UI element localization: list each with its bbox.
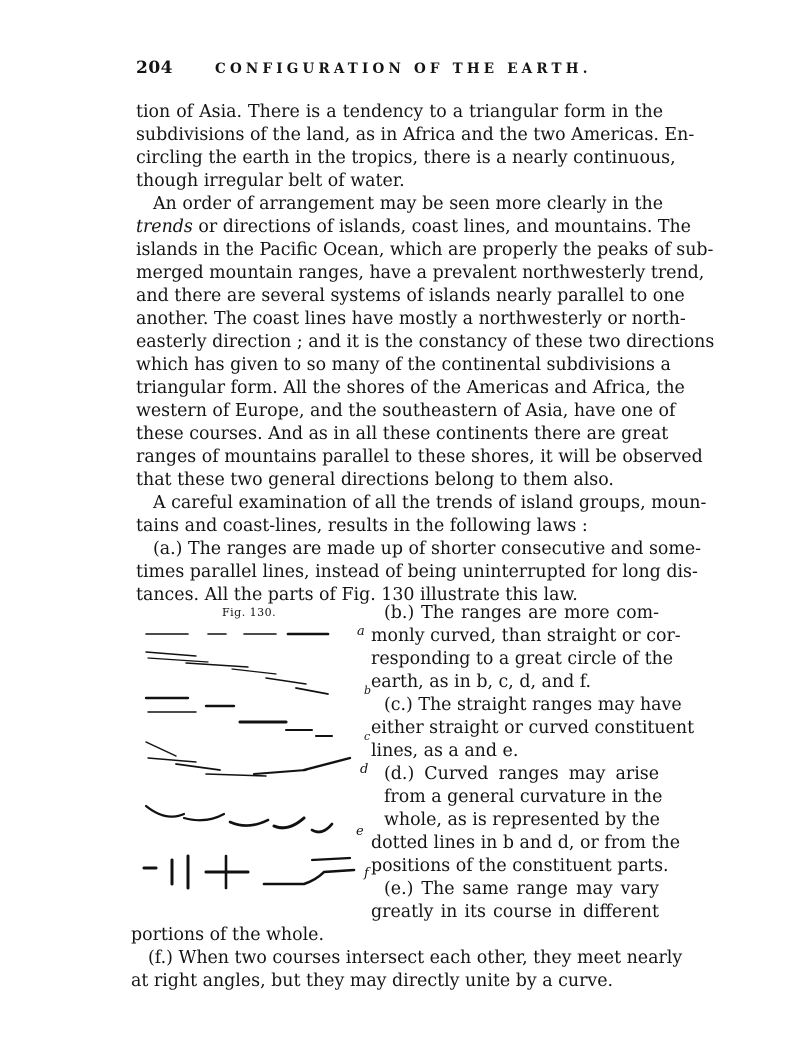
text-line: whole, as is represented by the xyxy=(384,810,660,830)
text-line: tains and coast-lines, results in the following laws : xyxy=(136,516,588,536)
law-a-line: (a.) The ranges are made up of shorter consecutive and some- xyxy=(153,539,702,559)
range-d-segment xyxy=(176,764,220,770)
range-f-segment xyxy=(312,858,350,860)
text-line: western of Europe, and the southeastern of Asia, have one of xyxy=(136,401,676,421)
figure-label-b: b xyxy=(364,684,372,697)
range-b-segment xyxy=(296,688,328,694)
text-line-trends: trends or directions of islands, coast lines, and mountains. The xyxy=(136,217,691,237)
text-line: dotted lines in b and d, or from the xyxy=(371,833,680,853)
range-b-segment xyxy=(232,669,276,674)
text-line: An order of arrangement may be seen more clearly in the xyxy=(153,194,663,214)
text-line: tances. All the parts of Fig. 130 illustrate this law. xyxy=(136,585,578,605)
text-line: tion of Asia. There is a tendency to a triangular form in the xyxy=(136,102,663,122)
text-line: these courses. And as in all these continents there are great xyxy=(136,424,669,444)
text-line: triangular form. All the shores of the Americas and Africa, the xyxy=(136,378,685,398)
text-line: positions of the constituent parts. xyxy=(371,856,669,876)
text-line: islands in the Pacific Ocean, which are properly the peaks of sub- xyxy=(136,240,714,260)
text-line: lines, as a and e. xyxy=(371,741,519,761)
range-e-segment xyxy=(146,806,184,817)
page-number: 204 xyxy=(136,58,173,78)
running-header xyxy=(136,58,666,78)
range-d-segment xyxy=(254,770,306,774)
text-line: times parallel lines, instead of being uninterrupted for long dis- xyxy=(136,562,698,582)
figure-label-a: a xyxy=(357,624,365,639)
text-line: either straight or curved constituent xyxy=(371,718,695,738)
figure-130-illustration xyxy=(136,618,362,908)
text-line: merged mountain ranges, have a prevalent northwesterly trend, xyxy=(136,263,705,283)
range-d-segment xyxy=(304,758,350,770)
figure-label-c: c xyxy=(364,730,371,743)
text-line: earth, as in b, c, d, and f. xyxy=(371,672,592,692)
text-line: greatly in its course in different xyxy=(371,902,659,922)
range-e-segment xyxy=(274,818,304,828)
range-d-segment xyxy=(148,758,196,762)
figure-caption: Fig. 130. xyxy=(222,606,277,619)
text-line: responding to a great circle of the xyxy=(371,649,674,669)
figure-label-e: e xyxy=(356,824,364,839)
text-line: A careful examination of all the trends of island groups, moun- xyxy=(153,493,707,513)
range-b-segment xyxy=(266,678,306,684)
range-b-segment xyxy=(186,663,248,667)
range-e-segment xyxy=(312,824,332,832)
text-line: subdivisions of the land, as in Africa and the two Americas. En- xyxy=(136,125,695,145)
emphasis-trends: trends xyxy=(136,217,193,237)
text-line: that these two general directions belong to them also. xyxy=(136,470,614,490)
figure-label-d: d xyxy=(360,762,369,777)
text-line: ranges of mountains parallel to these shores, it will be observed xyxy=(136,447,703,467)
law-b-line: (b.) The ranges are more com- xyxy=(384,603,659,623)
range-f-segment xyxy=(264,870,354,884)
running-title: CONFIGURATION OF THE EARTH. xyxy=(215,61,592,77)
range-b-segment xyxy=(148,658,208,662)
text-line: and there are several systems of islands nearly parallel to one xyxy=(136,286,685,306)
law-d-line: (d.) Curved ranges may arise xyxy=(384,764,659,784)
text-line: which has given to so many of the continental subdivisions a xyxy=(136,355,671,375)
law-e-line: (e.) The same range may vary xyxy=(384,879,659,899)
text-line: circling the earth in the tropics, there is a nearly continuous, xyxy=(136,148,676,168)
text-line: easterly direction ; and it is the constancy of these two directions xyxy=(136,332,715,352)
range-e-segment xyxy=(184,814,224,820)
law-c-line: (c.) The straight ranges may have xyxy=(384,695,682,715)
text-line: another. The coast lines have mostly a northwesterly or north- xyxy=(136,309,686,329)
figure-label-f: f xyxy=(364,866,369,881)
text-line: from a general curvature in the xyxy=(384,787,663,807)
text-line: monly curved, than straight or cor- xyxy=(371,626,681,646)
law-f-line: (f.) When two courses intersect each other, they meet nearly xyxy=(148,948,683,968)
range-b-segment xyxy=(146,652,196,656)
text-line: though irregular belt of water. xyxy=(136,171,405,191)
range-d-segment xyxy=(146,742,176,756)
text-line: at right angles, but they may directly unite by a curve. xyxy=(131,971,614,991)
range-e-segment xyxy=(230,820,268,826)
text-line: portions of the whole. xyxy=(131,925,324,945)
